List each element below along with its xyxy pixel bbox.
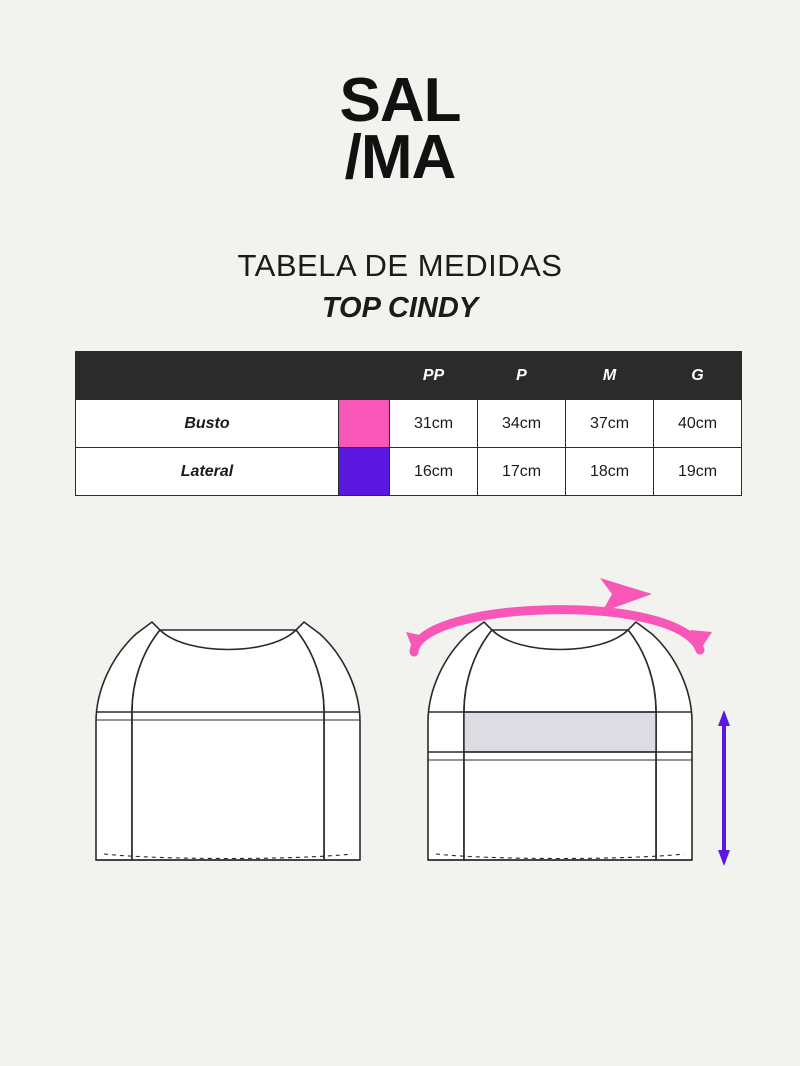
header-cell-swatch <box>339 352 390 400</box>
header-cell-g: G <box>654 352 742 400</box>
color-swatch-pink <box>339 400 389 447</box>
cell-lateral-pp: 16cm <box>390 448 478 496</box>
side-measure-arrow-icon <box>718 710 730 866</box>
cell-busto-g: 40cm <box>654 400 742 448</box>
header-cell-p: P <box>478 352 566 400</box>
page-title-block <box>0 248 800 325</box>
garment-illustration <box>0 560 800 920</box>
header-cell-pp: PP <box>390 352 478 400</box>
header-cell-label <box>76 352 339 400</box>
cell-lateral-m: 18cm <box>566 448 654 496</box>
cell-busto-p: 34cm <box>478 400 566 448</box>
table-body <box>76 400 742 496</box>
table-row <box>76 448 742 496</box>
page-subtitle: TOP CINDY <box>321 292 479 325</box>
row-swatch-lateral <box>339 448 390 496</box>
measurements-table-wrapper <box>75 351 725 496</box>
cell-lateral-p: 17cm <box>478 448 566 496</box>
top-front-view <box>96 622 360 860</box>
brand-logo-line-2: /MA <box>344 123 456 193</box>
brand-logo <box>0 0 800 193</box>
measurements-table <box>75 351 742 496</box>
row-label-busto: Busto <box>76 400 339 448</box>
cell-busto-pp: 31cm <box>390 400 478 448</box>
color-swatch-purple <box>339 448 389 495</box>
header-cell-m: M <box>566 352 654 400</box>
table-header <box>76 352 742 400</box>
brand-logo-line-1: SAL <box>339 66 461 135</box>
page-title: TABELA DE MEDIDAS <box>237 248 563 284</box>
top-measure-view <box>428 622 692 860</box>
cell-lateral-g: 19cm <box>654 448 742 496</box>
cell-busto-m: 37cm <box>566 400 654 448</box>
table-row <box>76 400 742 448</box>
table-header-row <box>76 352 742 400</box>
row-swatch-busto <box>339 400 390 448</box>
row-label-lateral: Lateral <box>76 448 339 496</box>
